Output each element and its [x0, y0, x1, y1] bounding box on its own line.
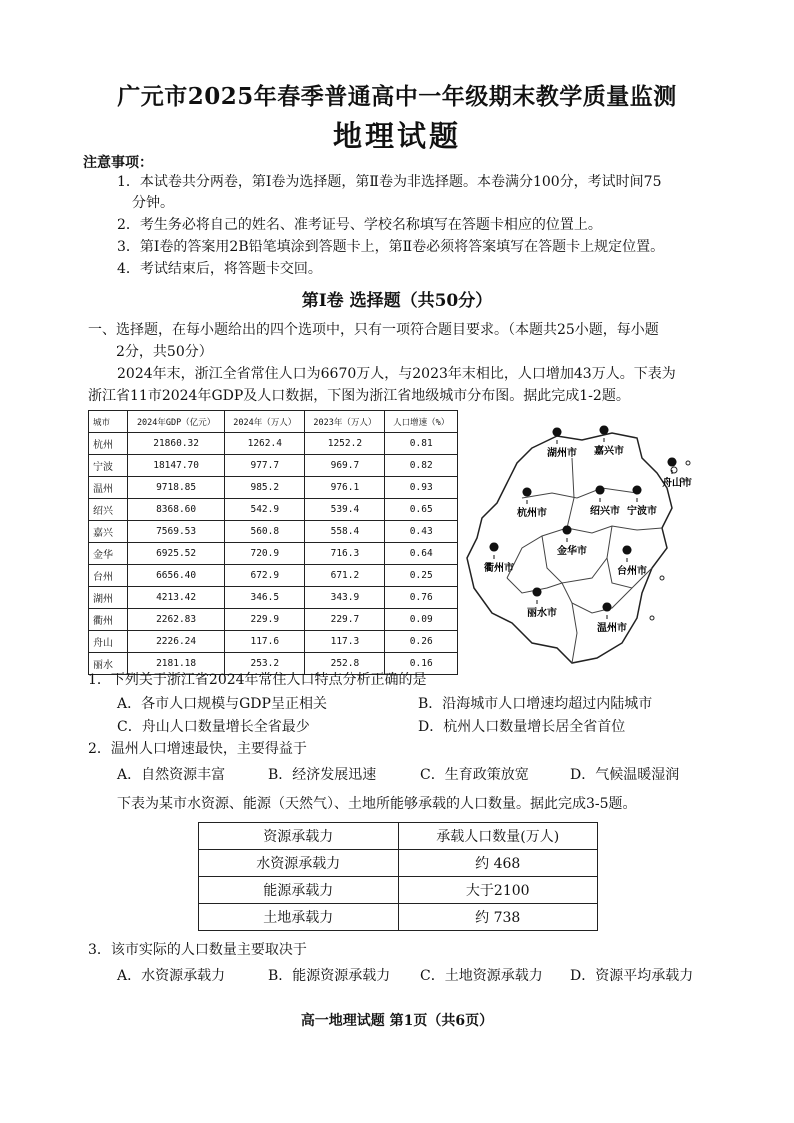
- note-item: 2．考生务必将自己的姓名、准考证号、学校名称填写在答题卡相应的位置上。: [117, 217, 602, 233]
- note-item: 3．第Ⅰ卷的答案用2B铅笔填涂到答题卡上，第Ⅱ卷必须将答案填写在答题卡上规定位置。: [117, 239, 665, 255]
- table-cell: 720.9: [225, 543, 305, 565]
- table-header: 人口增速（%）: [385, 411, 458, 433]
- table-header: 2024年GDP（亿元）: [128, 411, 225, 433]
- city-cell: 台州: [89, 565, 128, 587]
- city-label: 丽水市: [527, 608, 557, 619]
- q3-option-c[interactable]: C．土地资源承载力: [420, 968, 543, 984]
- table-cell: 大于2100: [398, 877, 598, 904]
- city-marker-icon: [633, 486, 641, 502]
- q2-option-c[interactable]: C．生育政策放宽: [420, 767, 529, 783]
- resource-capacity-table: [198, 822, 598, 931]
- table-row: [199, 904, 598, 931]
- island: [650, 616, 654, 620]
- table-header: 承载人口数量(万人): [398, 823, 598, 850]
- island: [686, 461, 690, 465]
- table-row: [89, 499, 458, 521]
- table-row: [89, 587, 458, 609]
- city-marker-icon: [523, 488, 531, 504]
- table-cell: 约 468: [398, 850, 598, 877]
- table-cell: 能源承载力: [199, 877, 399, 904]
- table-cell: 671.2: [305, 565, 385, 587]
- table-cell: 2226.24: [128, 631, 225, 653]
- table-row: [199, 877, 598, 904]
- city-label: 湖州市: [547, 448, 577, 459]
- table-row: [89, 543, 458, 565]
- gdp-population-table: [88, 410, 458, 675]
- city-cell: 宁波: [89, 455, 128, 477]
- city-marker-icon: [603, 603, 611, 619]
- table-row: [89, 521, 458, 543]
- table-cell: 716.3: [305, 543, 385, 565]
- table-cell: 土地承载力: [199, 904, 399, 931]
- table-cell: 0.82: [385, 455, 458, 477]
- city-cell: 绍兴: [89, 499, 128, 521]
- table-header: 2024年（万人）: [225, 411, 305, 433]
- page-footer: 高一地理试题 第1页（共6页）: [300, 1013, 494, 1029]
- city-label: 衢州市: [484, 563, 514, 574]
- table-cell: 977.7: [225, 455, 305, 477]
- table-cell: 0.64: [385, 543, 458, 565]
- table-row: [89, 433, 458, 455]
- city-marker-icon: [623, 546, 631, 562]
- table-cell: 2181.18: [128, 653, 225, 675]
- table-cell: 0.76: [385, 587, 458, 609]
- city-marker-icon: [596, 486, 604, 502]
- table-cell: 1262.4: [225, 433, 305, 455]
- city-label: 杭州市: [517, 508, 547, 519]
- table-cell: 0.26: [385, 631, 458, 653]
- table-cell: 969.7: [305, 455, 385, 477]
- exam-title: 广元市2025年春季普通高中一年级期末教学质量监测: [117, 83, 677, 110]
- table-header: 城市: [89, 411, 128, 433]
- subject-title: 地理试题: [332, 119, 461, 153]
- border-line: [522, 488, 637, 498]
- section-instruction: 一、选择题，在每小题给出的四个选项中，只有一项符合题目要求。（本题共25小题，每小题: [88, 322, 659, 338]
- notes-heading: 注意事项：: [83, 155, 153, 171]
- table-header: 资源承载力: [199, 823, 399, 850]
- table-cell: 539.4: [305, 499, 385, 521]
- note-item: 分钟。: [132, 195, 174, 211]
- table-cell: 117.6: [225, 631, 305, 653]
- table-cell: 21860.32: [128, 433, 225, 455]
- city-marker-icon: [533, 588, 541, 604]
- zhejiang-map: [462, 418, 702, 673]
- table-cell: 水资源承载力: [199, 850, 399, 877]
- table-cell: 252.8: [305, 653, 385, 675]
- city-label: 绍兴市: [590, 506, 620, 517]
- border-line: [572, 603, 577, 663]
- city-marker-icon: [490, 543, 498, 559]
- table-cell: 0.16: [385, 653, 458, 675]
- table-cell: 229.9: [225, 609, 305, 631]
- table-cell: 0.09: [385, 609, 458, 631]
- table-cell: 9718.85: [128, 477, 225, 499]
- table-cell: 7569.53: [128, 521, 225, 543]
- city-label: 温州市: [597, 623, 627, 634]
- table-row: [89, 631, 458, 653]
- city-cell: 衢州: [89, 609, 128, 631]
- table-cell: 0.43: [385, 521, 458, 543]
- table-cell: 0.65: [385, 499, 458, 521]
- table-row: [89, 455, 458, 477]
- table-cell: 229.7: [305, 609, 385, 631]
- note-item: 4．考试结束后，将答题卡交回。: [117, 261, 322, 277]
- city-cell: 金华: [89, 543, 128, 565]
- q1-option-a[interactable]: A．各市人口规模与GDP呈正相关: [117, 696, 327, 712]
- table-cell: 672.9: [225, 565, 305, 587]
- city-marker-icon: [563, 526, 571, 542]
- table-row: [89, 609, 458, 631]
- question-3-stem: 3．该市实际的人口数量主要取决于: [88, 942, 307, 958]
- border-line: [567, 526, 662, 533]
- q2-option-a[interactable]: A．自然资源丰富: [117, 767, 226, 783]
- table-cell: 1252.2: [305, 433, 385, 455]
- city-marker-icon: [668, 458, 676, 474]
- table-cell: 560.8: [225, 521, 305, 543]
- note-item: 1．本试卷共分两卷，第Ⅰ卷为选择题，第Ⅱ卷为非选择题。本卷满分100分，考试时间75: [117, 174, 662, 190]
- intro-paragraph-cont: 浙江省11市2024年GDP及人口数据，下图为浙江省地级城市分布图。据此完成1-2题。: [88, 388, 630, 404]
- table-cell: 6656.40: [128, 565, 225, 587]
- city-label: 台州市: [617, 566, 647, 577]
- table-cell: 0.93: [385, 477, 458, 499]
- city-cell: 杭州: [89, 433, 128, 455]
- city-label: 金华市: [557, 546, 587, 557]
- section-title: 第Ⅰ卷 选择题（共50分）: [301, 291, 493, 311]
- table-cell: 0.25: [385, 565, 458, 587]
- q3-option-d[interactable]: D．资源平均承载力: [570, 968, 694, 984]
- section-instruction-cont: 2分，共50分）: [116, 344, 213, 360]
- table-cell: 6925.52: [128, 543, 225, 565]
- island: [660, 576, 664, 580]
- table-row: [89, 477, 458, 499]
- city-label: 嘉兴市: [594, 446, 624, 457]
- table-row: [89, 565, 458, 587]
- table-cell: 8368.60: [128, 499, 225, 521]
- q2-option-b[interactable]: B．经济发展迅速: [268, 767, 377, 783]
- city-cell: 湖州: [89, 587, 128, 609]
- intro-paragraph-2: 下表为某市水资源、能源（天然气）、土地所能够承载的人口数量。据此完成3-5题。: [117, 796, 637, 812]
- table-cell: 18147.70: [128, 455, 225, 477]
- intro-paragraph: 2024年末，浙江全省常住人口为6670万人，与2023年末相比，人口增加43万人。下表为: [117, 366, 676, 382]
- table-cell: 253.2: [225, 653, 305, 675]
- table-cell: 2262.83: [128, 609, 225, 631]
- table-header: 2023年（万人）: [305, 411, 385, 433]
- city-cell: 舟山: [89, 631, 128, 653]
- q1-option-b[interactable]: B．沿海城市人口增速均超过内陆城市: [418, 696, 653, 712]
- table-cell: 346.5: [225, 587, 305, 609]
- city-cell: 丽水: [89, 653, 128, 675]
- q2-option-d[interactable]: D．气候温暖湿润: [570, 767, 680, 783]
- question-2-stem: 2．温州人口增速最快，主要得益于: [88, 741, 307, 757]
- table-cell: 985.2: [225, 477, 305, 499]
- city-label: 宁波市: [627, 506, 657, 517]
- table-row: [199, 850, 598, 877]
- q3-option-b[interactable]: B．能源资源承载力: [268, 968, 391, 984]
- q1-option-c[interactable]: C．舟山人口数量增长全省最少: [117, 719, 310, 735]
- table-cell: 558.4: [305, 521, 385, 543]
- table-cell: 约 738: [398, 904, 598, 931]
- table-cell: 976.1: [305, 477, 385, 499]
- table-cell: 4213.42: [128, 587, 225, 609]
- q3-option-a[interactable]: A．水资源承载力: [117, 968, 226, 984]
- table-cell: 343.9: [305, 587, 385, 609]
- city-cell: 嘉兴: [89, 521, 128, 543]
- table-cell: 117.3: [305, 631, 385, 653]
- table-cell: 542.9: [225, 499, 305, 521]
- q1-option-d[interactable]: D．杭州人口数量增长居全省首位: [418, 719, 626, 735]
- city-cell: 温州: [89, 477, 128, 499]
- question-1-stem: 1．下列关于浙江省2024年常住人口特点分析正确的是: [88, 672, 427, 688]
- city-label: 舟山市: [662, 478, 692, 489]
- table-cell: 0.81: [385, 433, 458, 455]
